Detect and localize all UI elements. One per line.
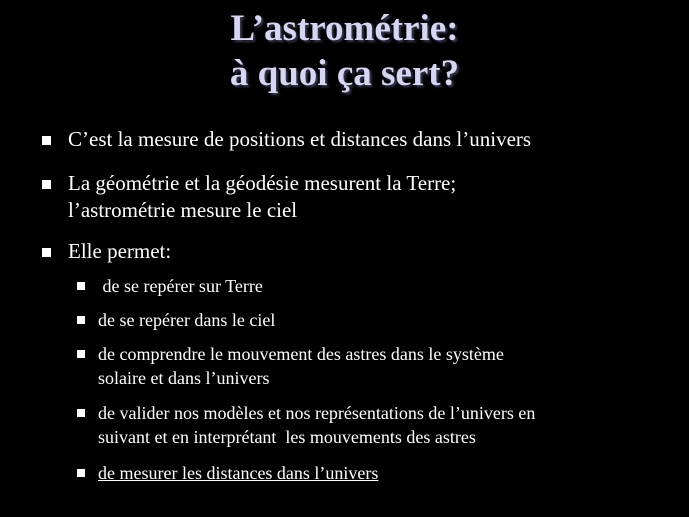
bullet-item — [68, 126, 531, 153]
sub-bullet-text: suivant et en interprétant les mouvements des astres — [98, 427, 476, 447]
bullet-text: l’astrométrie mesure le ciel — [68, 198, 298, 222]
slide-title — [0, 6, 689, 96]
sub-bullet-text: de se repérer dans le ciel — [98, 310, 276, 330]
slide-title-line-2: à quoi ça sert? — [229, 53, 460, 94]
bullet-text: C’est la mesure de positions et distances dans l’univers — [68, 127, 532, 151]
square-bullet-icon — [77, 350, 85, 358]
square-bullet-icon — [77, 469, 85, 477]
sub-bullet-item — [98, 401, 535, 449]
square-bullet-icon — [42, 248, 51, 257]
sub-bullet-item — [98, 308, 275, 332]
square-bullet-icon — [77, 409, 85, 417]
sub-bullet-item — [98, 342, 504, 390]
sub-bullet-text: de comprendre le mouvement des astres dans le système — [98, 344, 504, 364]
square-bullet-icon — [77, 316, 85, 324]
bullet-item — [68, 170, 456, 224]
square-bullet-icon — [42, 136, 51, 145]
square-bullet-icon — [77, 282, 85, 290]
sub-bullet-item — [98, 274, 263, 298]
sub-bullet-text: solaire et dans l’univers — [98, 368, 270, 388]
sub-bullet-text-link[interactable]: de mesurer les distances dans l’univers — [98, 463, 379, 483]
bullet-text: La géométrie et la géodésie mesurent la Terre; — [68, 171, 457, 195]
bullet-item — [68, 238, 171, 265]
square-bullet-icon — [42, 180, 51, 189]
slide-title-line-1: L’astrométrie: — [230, 8, 459, 49]
sub-bullet-item — [98, 461, 378, 485]
sub-bullet-text: de se repérer sur Terre — [98, 276, 263, 296]
bullet-text: Elle permet: — [68, 239, 172, 263]
sub-bullet-text: de valider nos modèles et nos représentations de l’univers en — [98, 403, 536, 423]
